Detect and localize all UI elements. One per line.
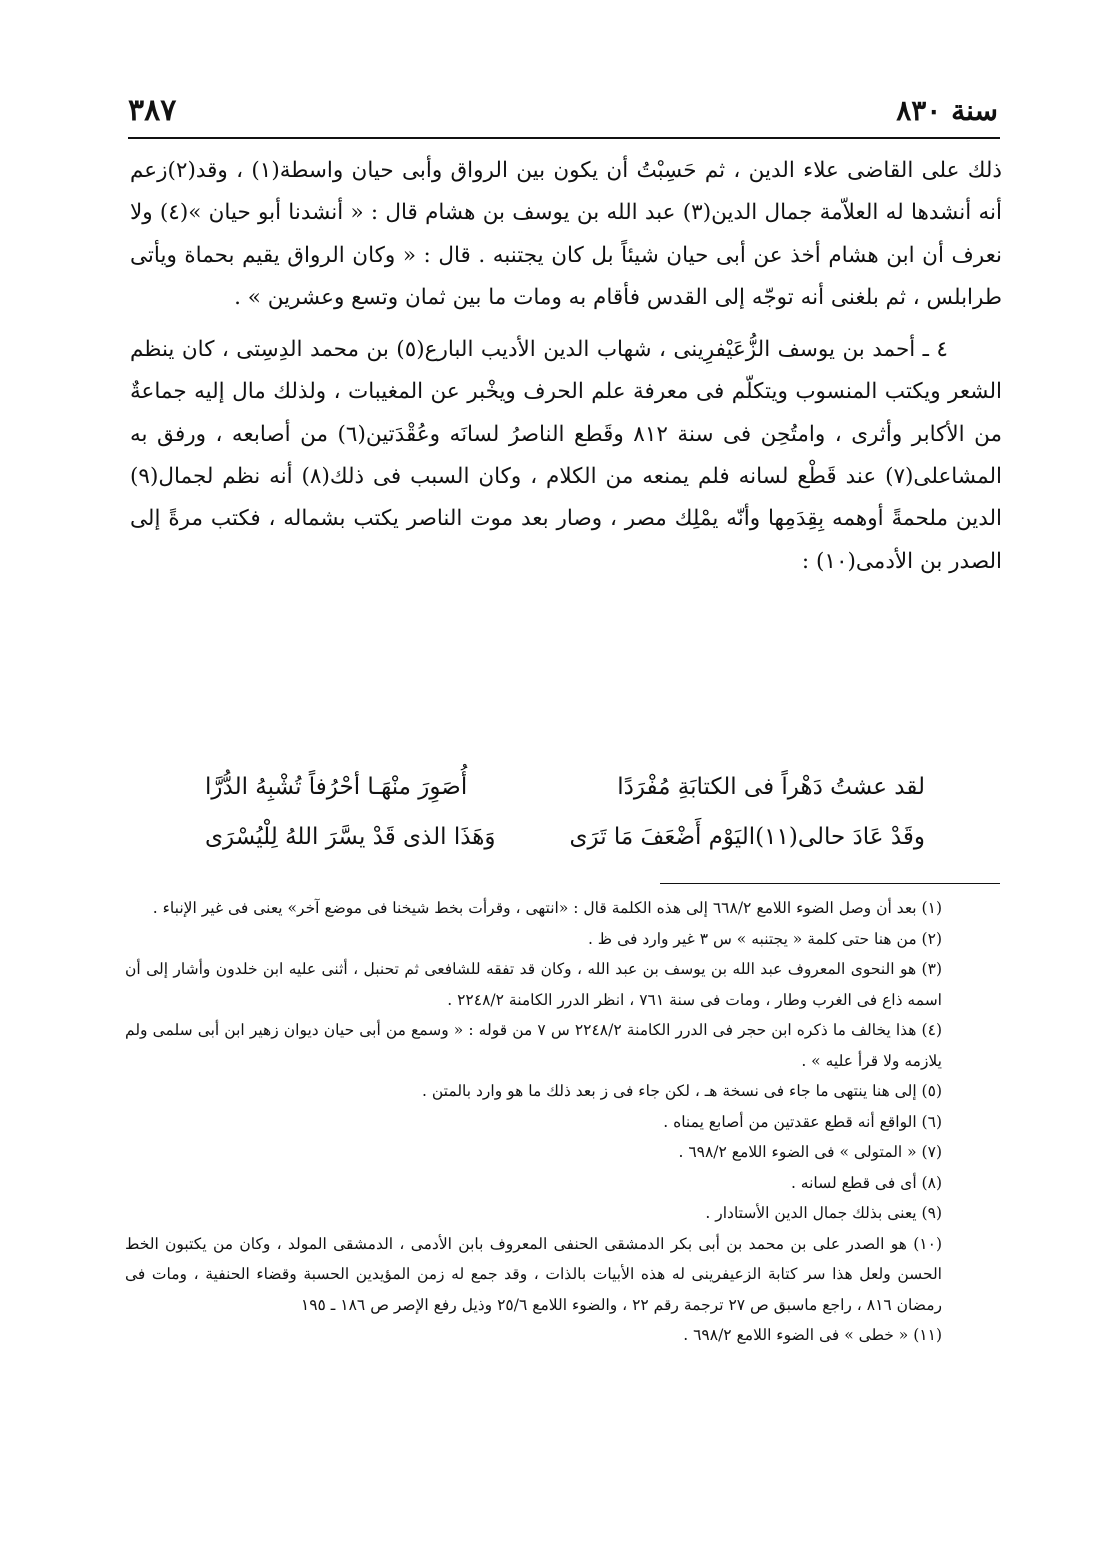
main-text [130,150,1002,583]
footnote-3: (٣) هو النحوى المعروف عبد الله بن يوسف بن عبد الله ، وكان قد تفقه للشافعى ثم تحنبل ، أثنى عليه ابن خلدون وأشار إلى أن اسمه ذاع فى الغرب وطار ، ومات فى سنة ٧٦١ ، انظر الدرر الكامنة ٢٢٤٨/٢ . [125,960,942,1009]
poem-verses [205,762,925,862]
verse-first-hemistich: وقَدْ عَادَ حالى(١١)اليَوْم أَضْعَفَ مَا تَرَى [569,824,925,850]
footnote-11: (١١) « خطى » فى الضوء اللامع ٦٩٨/٢ . [683,1326,942,1344]
footnote-4: (٤) هذا يخالف ما ذكره ابن حجر فى الدرر الكامنة ٢٢٤٨/٢ س ٧ من قوله : « وسمع من أبى حيان ديوان زهير ابن أبى سلمى ولم يلازمه ولا قرأ عليه » . [125,1021,942,1070]
footnote-divider [660,883,1000,884]
page-header [128,88,998,132]
verse-second-hemistich: وَهَذَا الذى قَدْ يسَّرَ اللهُ لِلْيُسْرَى [205,824,496,850]
footnotes [125,893,1002,1351]
verse-second-hemistich: أُصَوِرَ منْهَـا أحْرُفاً تُشْبِهُ الدُّرَّا [205,774,468,800]
footnote-6: (٦) الواقع أنه قطع عقدتين من أصابع يمناه . [663,1112,942,1131]
running-title: سنة ٨٣٠ [896,93,998,127]
footnote-10: (١٠) هو الصدر على بن محمد بن أبى بكر الدمشقى الحنفى المعروف بابن الأدمى ، الدمشقى المولد ، وكان من يكتبون الخط الحسن ولعل هذا سر كتابة الزعيفرينى له هذه الأبيات بالذات ، وقد جمع له زمن المؤيدين الحسبة وقضاء الحنفية ، ومات فى رمضان ٨١٦ ، راجع ماسبق ص ٢٧ ترجمة رقم ٢٢ ، والضوء اللامع ٢٥/٦ وذيل رفع الإصر ص ١٨٦ ـ ١٩٥ [125,1234,942,1314]
header-divider [128,137,1000,139]
footnote-9: (٩) يعنى بذلك جمال الدين الأستادار . [705,1204,942,1222]
footnote-7: (٧) « المتولى » فى الضوء اللامع ٦٩٨/٢ . [678,1143,942,1161]
footnote-1: (١) بعد أن وصل الضوء اللامع ٦٦٨/٢ إلى هذه الكلمة قال : «انتهى ، وقرأت بخط شيخنا فى موضع آخر» يعنى فى غير الإنباء . [152,899,942,917]
verse-line [205,762,925,812]
paragraph-1: ذلك على القاضى علاء الدين ، ثم حَسِبْتُ أن يكون بين الرواق وأبى حيان واسطة(١) ، وقد(٢)زعم أنه أنشدها له العلاّمة جمال الدين(٣) عبد الله بن يوسف بن هشام قال : « أنشدنا أبو حيان »(٤) ولا نعرف أن ابن هشام أخذ عن أبى حيان شيئاً بل كان يجتنبه . قال : « وكان الرواق يقيم بحماة ويأتى طرابلس ، ثم بلغنى أنه توجّه إلى القدس فأقام به ومات ما بين ثمان وتسع وعشرين » . [130,158,1002,310]
footnote-8: (٨) أى فى قطع لسانه . [790,1173,942,1192]
footnote-5: (٥) إلى هنا ينتهى ما جاء فى نسخة هـ ، لكن جاء فى ز بعد ذلك ما هو وارد بالمتن . [422,1082,942,1100]
verse-first-hemistich: لقد عشتُ دَهْراً فى الكتابَةِ مُفْرَدًا [617,774,925,800]
page-number: ٣٨٧ [128,92,177,128]
paragraph-2: ٤ ـ أحمد بن يوسف الزُّعَيْفرِينى ، شهاب الدين الأديب البارع(٥) بن محمد الدِسِتى ، كان ينظم الشعر ويكتب المنسوب ويتكلّم فى معرفة علم الحرف ويخْبر عن المغيبات ، ولذلك مال إليه جماعةٌ من الأكابر وأثرى ، وامتُحِن فى سنة ٨١٢ وقَطع الناصرُ لسانَه وعُقْدَتين(٦) من أصابعه ، ورفق به المشاعلى(٧) عند قَطْع لسانه فلم يمنعه من الكلام ، وكان السبب فى ذلك(٨) أنه نظم لجمال(٩) الدين ملحمةً أوهمه بِقِدَمِها وأنّه يمْلِك مصر ، وصار بعد موت الناصر يكتب بشماله ، فكتب مرةً إلى الصدر بن الأدمى(١٠) : [130,337,1002,574]
footnote-2: (٢) من هنا حتى كلمة « يجتنبه » س ٣ غير وارد فى ظ . [587,929,942,948]
verse-line [205,812,925,862]
